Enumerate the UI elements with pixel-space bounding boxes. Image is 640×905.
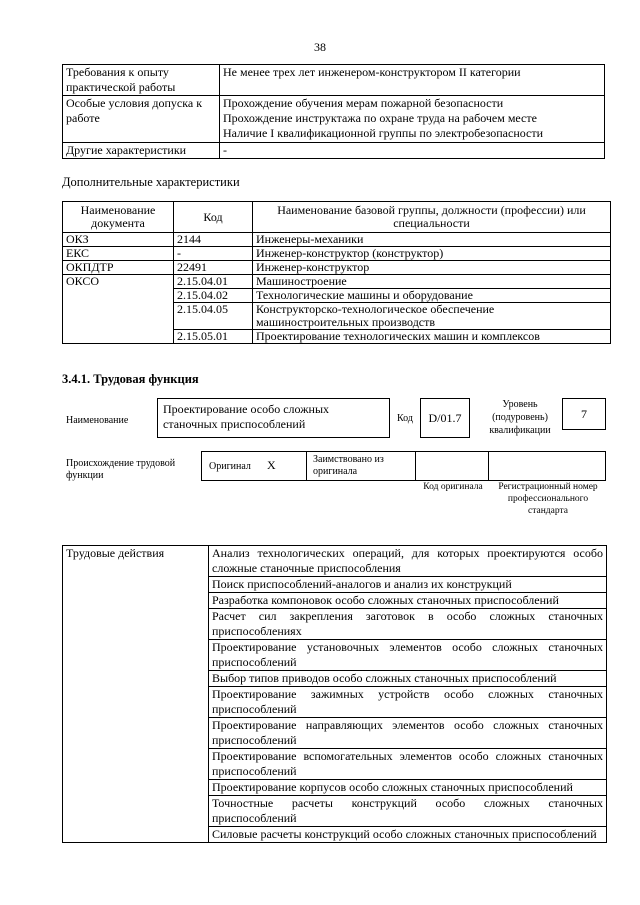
code-cell: 2.15.04.05: [174, 303, 253, 330]
code-cell: 2.15.05.01: [174, 330, 253, 344]
labor-action-item: Анализ технологических операций, для которых проектируются особо сложные станочные приспособления: [209, 546, 607, 577]
page-number: 38: [314, 40, 326, 54]
labor-actions-table: [62, 545, 607, 843]
labor-action-item: Точностные расчеты конструкций особо сложных станочных приспособлений: [209, 796, 607, 827]
header-code: Код: [174, 202, 253, 233]
table-row: [63, 143, 605, 159]
function-code-box: D/01.7: [420, 398, 470, 438]
table-row: [63, 275, 611, 289]
requirements-table: [62, 64, 605, 159]
original-mark: X: [267, 458, 276, 472]
borrowed-cell: [306, 451, 416, 481]
labor-action-item: Поиск приспособлений-аналогов и анализ их конструкций: [209, 577, 607, 593]
name-cell: Проектирование технологических машин и комплексов: [253, 330, 611, 344]
header-name: Наименование базовой группы, должности (профессии) или специальности: [253, 202, 611, 233]
labor-action-item: Проектирование направляющих элементов особо сложных станочных приспособлений: [209, 718, 607, 749]
reg-number-caption: Регистрационный номер профессионального стандарта: [498, 482, 598, 516]
labor-action-item: Проектирование корпусов особо сложных станочных приспособлений: [209, 780, 607, 796]
labor-action-item: Проектирование установочных элементов особо сложных станочных приспособлений: [209, 640, 607, 671]
name-cell: Инженеры-механики: [253, 233, 611, 247]
code-cell: 22491: [174, 261, 253, 275]
requirement-line: Наличие I квалификационной группы по электробезопасности: [223, 126, 544, 140]
doc-cell: ОКСО: [63, 275, 174, 344]
labor-actions-label: Трудовые действия: [63, 546, 209, 843]
reg-number-cell: [488, 451, 606, 481]
original-label: Оригинал: [209, 461, 251, 472]
requirement-line: Прохождение инструктажа по охране труда на рабочем месте: [223, 111, 537, 125]
name-label: Наименование: [66, 415, 129, 426]
origin-label: Происхождение трудовой функции: [66, 458, 176, 481]
name-cell: Инженер-конструктор: [253, 261, 611, 275]
table-row: [63, 247, 611, 261]
code-cell: 2.15.04.01: [174, 275, 253, 289]
requirement-label: Другие характеристики: [63, 143, 220, 159]
name-cell: Машиностроение: [253, 275, 611, 289]
table-row: [63, 261, 611, 275]
level-box: 7: [562, 398, 606, 430]
labor-action-item: Выбор типов приводов особо сложных станочных приспособлений: [209, 671, 607, 687]
function-title: 3.4.1. Трудовая функция: [62, 372, 199, 386]
labor-action-item: Проектирование вспомогательных элементов особо сложных станочных приспособлений: [209, 749, 607, 780]
requirement-label: Требования к опыту практической работы: [63, 65, 220, 96]
code-cell: 2144: [174, 233, 253, 247]
doc-cell: ЕКС: [63, 247, 174, 261]
labor-action-item: Силовые расчеты конструкций особо сложных станочных приспособлений: [209, 827, 607, 843]
origin-code-cell: [415, 451, 489, 481]
requirement-line: Не менее трех лет инженером-конструктором II категории: [223, 65, 521, 79]
requirement-value: [220, 65, 605, 96]
table-row: [63, 96, 605, 143]
requirement-value: [220, 143, 605, 159]
borrowed-label: Заимствовано из оригинала: [313, 454, 384, 477]
labor-action-item: Проектирование зажимных устройств особо сложных станочных приспособлений: [209, 687, 607, 718]
name-cell: Инженер-конструктор (конструктор): [253, 247, 611, 261]
table-row: [63, 546, 607, 577]
table-header-row: [63, 202, 611, 233]
code-cell: -: [174, 247, 253, 261]
code-label: Код: [397, 413, 413, 424]
name-cell: Технологические машины и оборудование: [253, 289, 611, 303]
function-name-box: Проектирование особо сложных станочных приспособлений: [157, 398, 390, 438]
labor-action-item: Расчет сил закрепления заготовок в особо сложных станочных приспособлениях: [209, 609, 607, 640]
labor-action-item: Разработка компоновок особо сложных станочных приспособлений: [209, 593, 607, 609]
requirement-label: Особые условия допуска к работе: [63, 96, 220, 143]
level-label: Уровень (подуровень) квалификации: [489, 399, 551, 436]
original-cell: [201, 451, 307, 481]
requirement-value: [220, 96, 605, 143]
additional-heading: Дополнительные характеристики: [62, 175, 240, 189]
origin-code-caption: Код оригинала: [423, 482, 483, 492]
table-row: [63, 65, 605, 96]
requirement-line: Прохождение обучения мерам пожарной безопасности: [223, 96, 504, 110]
additional-table: [62, 201, 611, 344]
doc-cell: ОКПДТР: [63, 261, 174, 275]
doc-cell: ОКЗ: [63, 233, 174, 247]
requirement-line: -: [223, 143, 227, 157]
table-row: [63, 233, 611, 247]
name-cell: Конструкторско-технологическое обеспечение машиностроительных производств: [253, 303, 611, 330]
header-doc: Наименование документа: [63, 202, 174, 233]
code-cell: 2.15.04.02: [174, 289, 253, 303]
